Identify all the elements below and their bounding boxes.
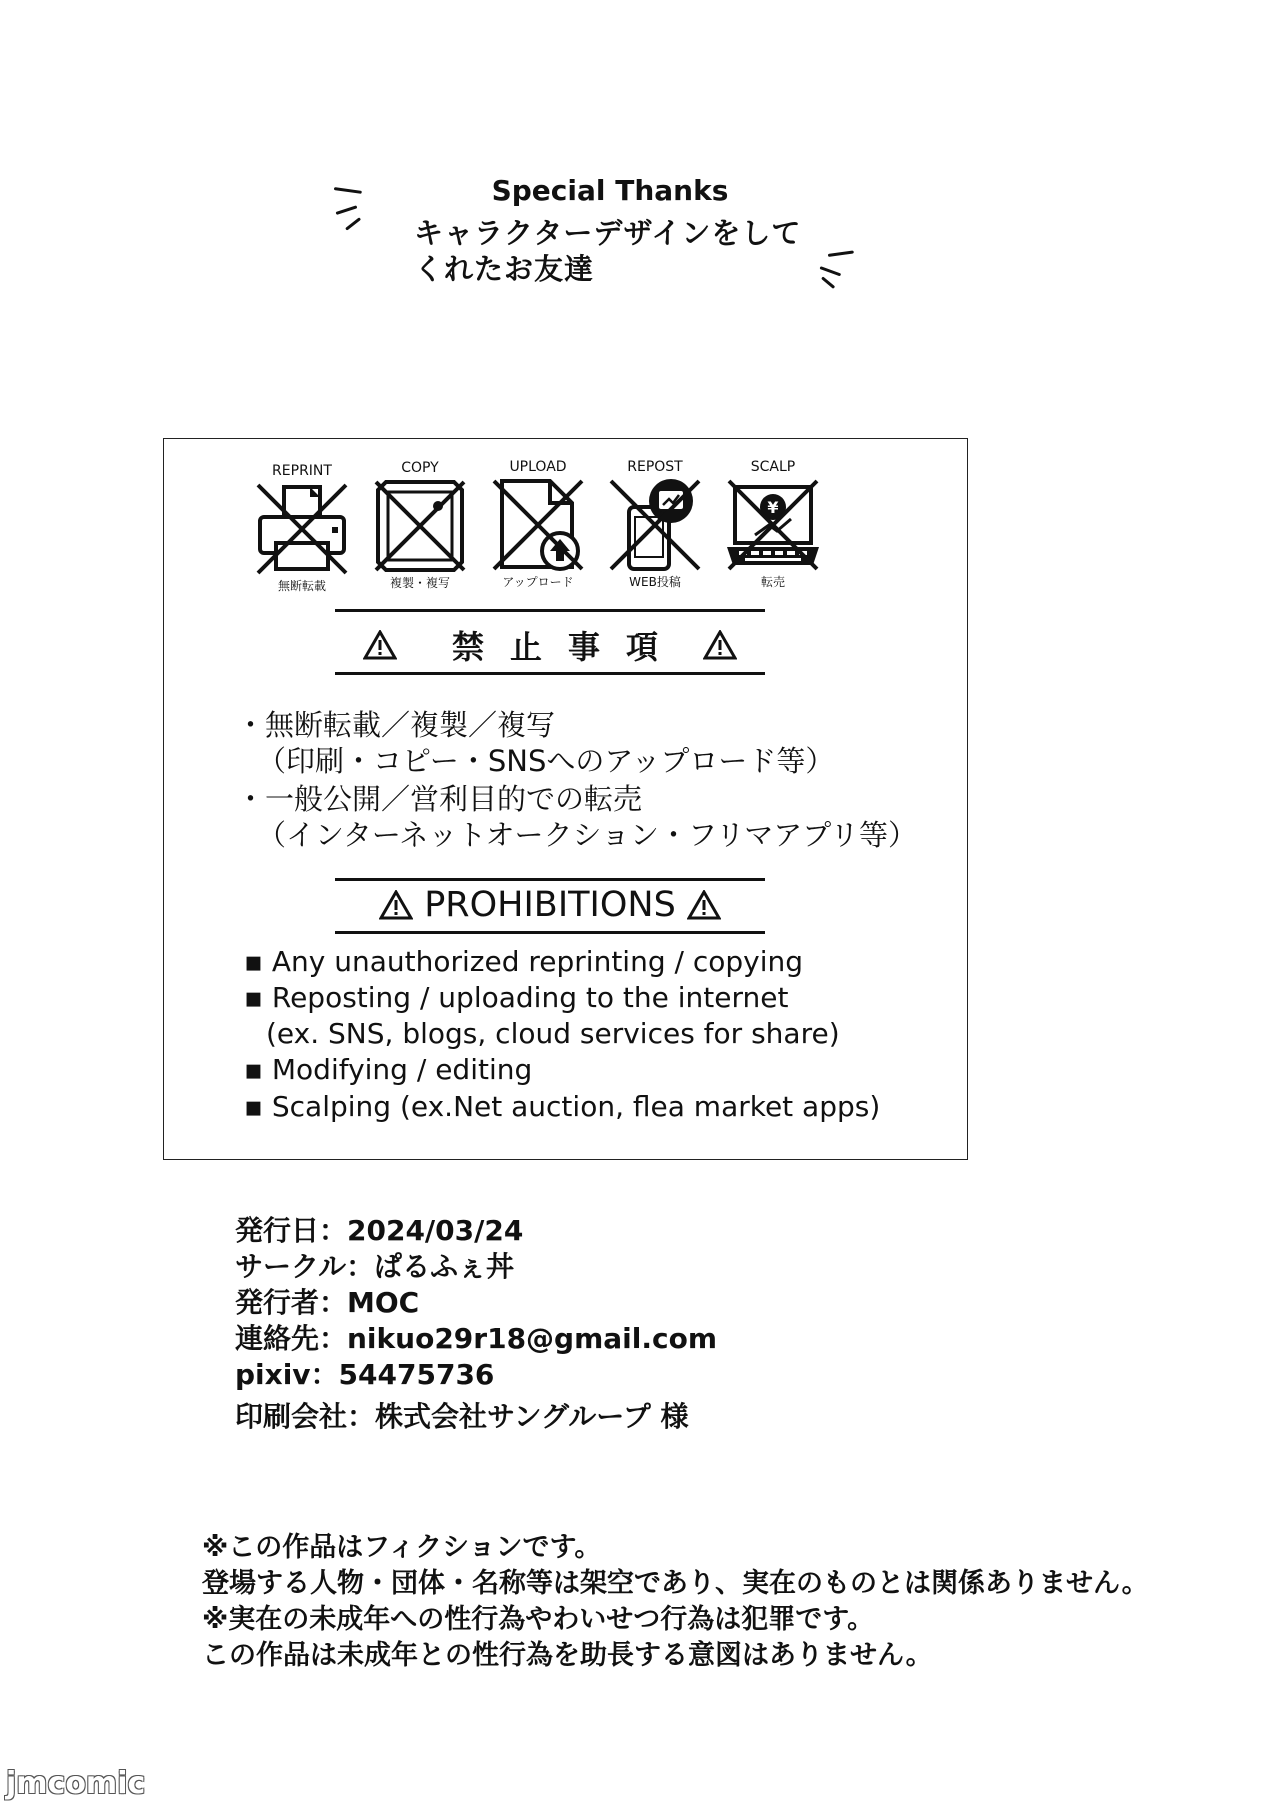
jp-heading-text: 禁止事項 bbox=[451, 628, 684, 666]
en-prohibition-item-3: ▪ Modifying / editing bbox=[244, 1053, 533, 1086]
svg-text:¥: ¥ bbox=[767, 498, 779, 517]
pixiv-id: pixiv：54475736 bbox=[235, 1358, 495, 1391]
special-thanks-title: Special Thanks bbox=[491, 174, 729, 207]
jp-heading-rule-bottom bbox=[335, 672, 765, 675]
repost-prohibited-item bbox=[603, 457, 707, 591]
scalp-laptop-icon bbox=[725, 477, 821, 573]
reprint-prohibited-item bbox=[250, 461, 354, 595]
warning-icon bbox=[379, 890, 413, 920]
copy-label: COPY bbox=[401, 460, 439, 476]
en-heading-rule-top bbox=[335, 878, 765, 881]
special-thanks-line-2: くれたお友達 bbox=[414, 252, 595, 286]
en-prohibitions-heading bbox=[335, 884, 765, 925]
copy-jp-label: 複製・複写 bbox=[389, 576, 450, 590]
publisher: 発行者：MOC bbox=[235, 1286, 420, 1319]
jp-prohibition-item-2-detail: （インターネットオークション・フリマアプリ等） bbox=[257, 818, 918, 852]
copy-icon bbox=[372, 478, 468, 574]
upload-prohibited-item bbox=[486, 457, 590, 591]
printing-company: 印刷会社：株式会社サングループ 様 bbox=[235, 1400, 689, 1433]
publish-date: 発行日：2024/03/24 bbox=[235, 1214, 524, 1247]
repost-icon bbox=[607, 477, 703, 573]
warning-icon bbox=[363, 630, 397, 660]
repost-jp-label: WEB投稿 bbox=[629, 575, 681, 589]
upload-jp-label: アップロード bbox=[502, 575, 574, 589]
circle-name: サークル：ぱるふぇ丼 bbox=[235, 1250, 515, 1283]
scalp-prohibited-item bbox=[721, 457, 825, 591]
copy-prohibited-item bbox=[368, 458, 472, 592]
intent-disclaimer: この作品は未成年との性行為を助長する意図はありません。 bbox=[202, 1640, 933, 1671]
jp-prohibition-item-1-detail: （印刷・コピー・SNSへのアップロード等） bbox=[257, 744, 835, 778]
en-prohibition-item-2: ▪ Reposting / uploading to the internet bbox=[244, 981, 789, 1014]
special-thanks-line-1: キャラクターデザインをして bbox=[414, 216, 802, 250]
scalp-label: SCALP bbox=[750, 459, 796, 475]
jp-prohibition-item-1: ・無断転載／複製／複写 bbox=[236, 708, 556, 742]
reprint-label: REPRINT bbox=[272, 463, 332, 479]
reprint-jp-label: 無断転載 bbox=[277, 579, 326, 593]
en-prohibition-item-1: ▪ Any unauthorized reprinting / copying bbox=[244, 945, 804, 978]
upload-icon bbox=[490, 477, 586, 573]
repost-label: REPOST bbox=[627, 459, 683, 475]
warning-icon bbox=[687, 890, 721, 920]
en-heading-text: PROHIBITIONS bbox=[424, 885, 676, 925]
warning-icon bbox=[703, 630, 737, 660]
crime-notice: ※実在の未成年への性行為やわいせつ行為は犯罪です。 bbox=[202, 1604, 875, 1635]
watermark-logo: jmcomic bbox=[6, 1766, 146, 1801]
printer-icon bbox=[254, 481, 350, 577]
en-prohibition-item-2-detail: (ex. SNS, blogs, cloud services for share) bbox=[266, 1017, 840, 1050]
contact-email: 連絡先：nikuo29r18@gmail.com bbox=[235, 1322, 718, 1355]
en-prohibition-item-4: ▪ Scalping (ex.Net auction, flea market apps) bbox=[244, 1090, 881, 1123]
scalp-jp-label: 転売 bbox=[760, 575, 785, 589]
upload-label: UPLOAD bbox=[509, 459, 567, 475]
fiction-notice: ※この作品はフィクションです。 bbox=[202, 1532, 602, 1563]
jp-heading-rule-top bbox=[335, 609, 765, 612]
jp-prohibitions-heading bbox=[335, 622, 765, 668]
jp-prohibition-item-2: ・一般公開／営利目的での転売 bbox=[236, 782, 643, 816]
en-heading-rule-bottom bbox=[335, 931, 765, 934]
fiction-disclaimer: 登場する人物・団体・名称等は架空であり、実在のものとは関係ありません。 bbox=[202, 1568, 1149, 1599]
